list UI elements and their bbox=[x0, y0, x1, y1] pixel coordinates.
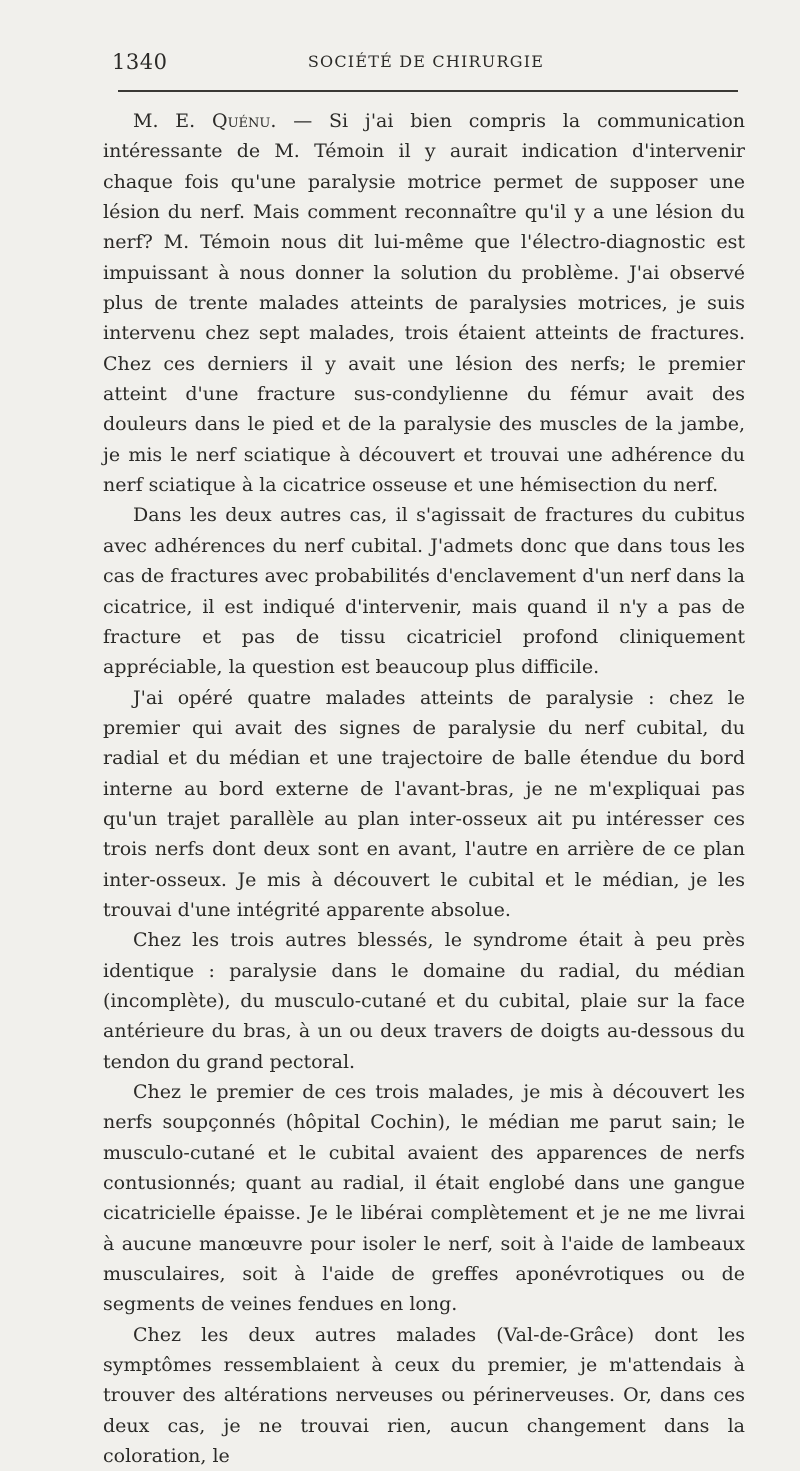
running-title: SOCIÉTÉ DE CHIRURGIE bbox=[307, 52, 545, 71]
paragraph-2: Dans les deux autres cas, il s'agissait de fractures du cubitus avec adhérences du nerf cubital. J'admets donc que dans tous les cas de fractures avec probabilités d'enclavement d'un nerf dans la cicatrice, il est indiqué d'intervenir, mais quand il n'y a pas de fracture et pas de tissu cicatriciel profond cliniquement appréciable, la question est beaucoup plus difficile. bbox=[103, 504, 745, 679]
page-header bbox=[112, 50, 740, 90]
paragraph-1 bbox=[103, 106, 745, 500]
paragraph-5: Chez le premier de ces trois malades, je mis à découvert les nerfs soupçonnés (hôpital Cochin), le médian me parut sain; le musculo-cutané et le cubital avaient des apparences de nerfs contusionnés; quant au radial, il était englobé dans une gangue cicatricielle épaisse. Je le libérai complètement et je ne me livrai à aucune manœuvre pour isoler le nerf, soit à l'aide de lambeaux musculaires, soit à l'aide de greffes aponévrotiques ou de segments de veines fendues en long. bbox=[103, 1081, 745, 1316]
speaker-name: M. E. Quénu. bbox=[133, 110, 277, 132]
paragraph-3: J'ai opéré quatre malades atteints de paralysie : chez le premier qui avait des signes de paralysie du nerf cubital, du radial et du médian et une trajectoire de balle étendue du bord interne au bord externe de l'avant-bras, je ne m'expliquai pas qu'un trajet parallèle au plan inter-osseux ait pu intéresser ces trois nerfs dont deux sont en avant, l'autre en arrière de ce plan inter-osseux. Je mis à découvert le cubital et le médian, je les trouvai d'une intégrité apparente absolue. bbox=[103, 686, 745, 921]
page-number: 1340 bbox=[112, 50, 168, 74]
body-text bbox=[103, 106, 745, 1471]
paragraph-6: Chez les deux autres malades (Val-de-Grâce) dont les symptômes ressemblaient à ceux du premier, je m'attendais à trouver des altérations nerveuses ou périnerveuses. Or, dans ces deux cas, je ne trouvai rien, aucun changement dans la coloration, le bbox=[103, 1323, 745, 1468]
paragraph-4: Chez les trois autres blessés, le syndrome était à peu près identique : paralysie dans le domaine du radial, du médian (incomplète), du musculo-cutané et du cubital, plaie sur la face antérieure du bras, à un ou deux travers de doigts au-dessous du tendon du grand pectoral. bbox=[103, 929, 745, 1073]
header-rule bbox=[118, 90, 738, 92]
paragraph-1-text: — Si j'ai bien compris la communication intéressante de M. Témoin il y aurait indication d'intervenir chaque fois qu'une paralysie motrice permet de supposer une lésion du nerf. Mais comment reconnaître qu'il y a une lésion du nerf? M. Témoin nous dit lui-même que l'électro-diagnostic est impuissant à nous donner la solution du problème. J'ai observé plus de trente malades atteints de paralysies motrices, je suis intervenu chez sept malades, trois étaient atteints de fractures. Chez ces derniers il y avait une lésion des nerfs; le premier atteint d'une fracture sus-condylienne du fémur avait des douleurs dans le pied et de la paralysie des muscles de la jambe, je mis le nerf sciatique à découvert et trouvai une adhérence du nerf sciatique à la cicatrice osseuse et une hémisection du nerf. bbox=[103, 110, 745, 497]
